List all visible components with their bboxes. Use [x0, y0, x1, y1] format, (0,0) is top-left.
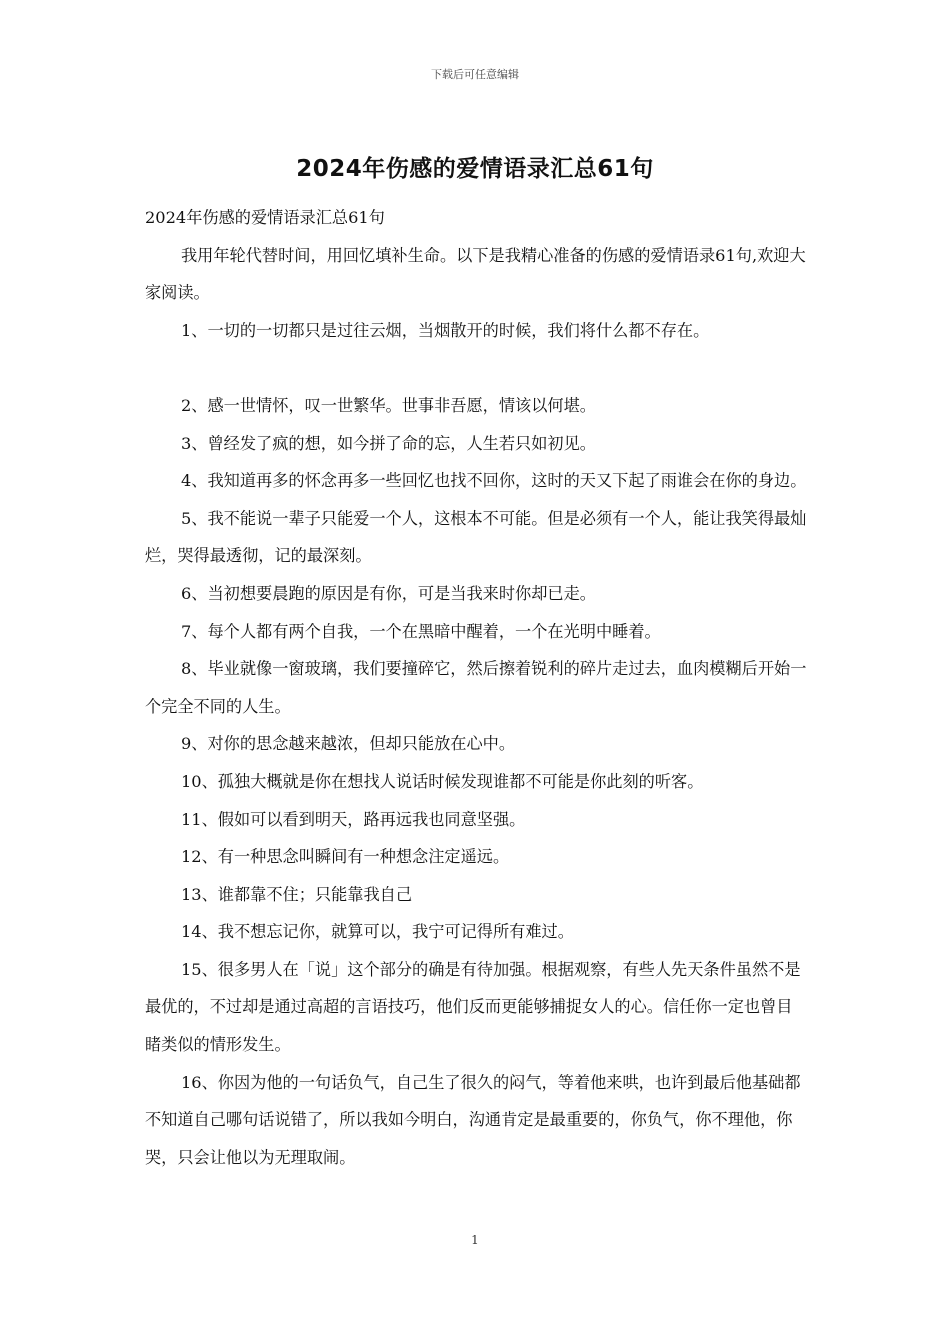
quote-item: 7、每个人都有两个自我，一个在黑暗中醒着，一个在光明中睡着。	[181, 621, 661, 641]
quote-item: 2、感一世情怀，叹一世繁华。世事非吾愿，情该以何堪。	[181, 395, 596, 415]
quote-item: 16、你因为他的一句话负气，自己生了很久的闷气，等着他来哄，也许到最后他基础都不知道自己哪句话说错了，所以我如今明白，沟通肯定是最重要的，你负气，你不理他，你哭，只会让他以为无理取闹。	[145, 1072, 801, 1167]
quote-item: 5、我不能说一辈子只能爱一个人，这根本不可能。但是必须有一个人，能让我笑得最灿烂，哭得最透彻，记的最深刻。	[145, 508, 807, 566]
quote-item: 1、一切的一切都只是过往云烟，当烟散开的时候，我们将什么都不存在。	[181, 320, 710, 340]
quote-item: 4、我知道再多的怀念再多一些回忆也找不回你，这时的天又下起了雨谁会在你的身边。	[181, 471, 807, 491]
blank-line	[145, 349, 807, 387]
page-header-note: 下载后可任意编辑	[431, 68, 519, 81]
document-subtitle: 2024年伤感的爱情语录汇总61句	[145, 208, 385, 227]
document-title: 2024年伤感的爱情语录汇总61句	[296, 156, 654, 182]
quote-item: 13、谁都靠不住；只能靠我自己	[181, 884, 413, 904]
intro-paragraph: 我用年轮代替时间，用回忆填补生命。以下是我精心准备的伤感的爱情语录61句,欢迎大家阅读。	[145, 245, 806, 303]
quote-item: 3、曾经发了疯的想，如今拼了命的忘，人生若只如初见。	[181, 433, 596, 453]
quote-item: 12、有一种思念叫瞬间有一种想念注定遥远。	[181, 847, 510, 867]
quote-item: 6、当初想要晨跑的原因是有你，可是当我来时你却已走。	[181, 583, 596, 603]
quote-item: 10、孤独大概就是你在想找人说话时候发现谁都不可能是你此刻的听客。	[181, 771, 704, 791]
quote-item: 14、我不想忘记你，就算可以，我宁可记得所有难过。	[181, 922, 574, 942]
quote-item: 15、很多男人在「说」这个部分的确是有待加强。根据观察，有些人先天条件虽然不是最优的，不过却是通过高超的言语技巧，他们反而更能够捕捉女人的心。信任你一定也曾目睹类似的情形发生。	[145, 959, 801, 1055]
quote-item: 8、毕业就像一窗玻璃，我们要撞碎它，然后擦着锐利的碎片走过去，血肉模糊后开始一个完全不同的人生。	[145, 659, 807, 716]
document-body	[145, 199, 807, 1176]
quote-item: 11、假如可以看到明天，路再远我也同意坚强。	[181, 809, 526, 829]
quote-item: 9、对你的思念越来越浓，但却只能放在心中。	[181, 734, 516, 754]
page-number: 1	[471, 1233, 479, 1247]
